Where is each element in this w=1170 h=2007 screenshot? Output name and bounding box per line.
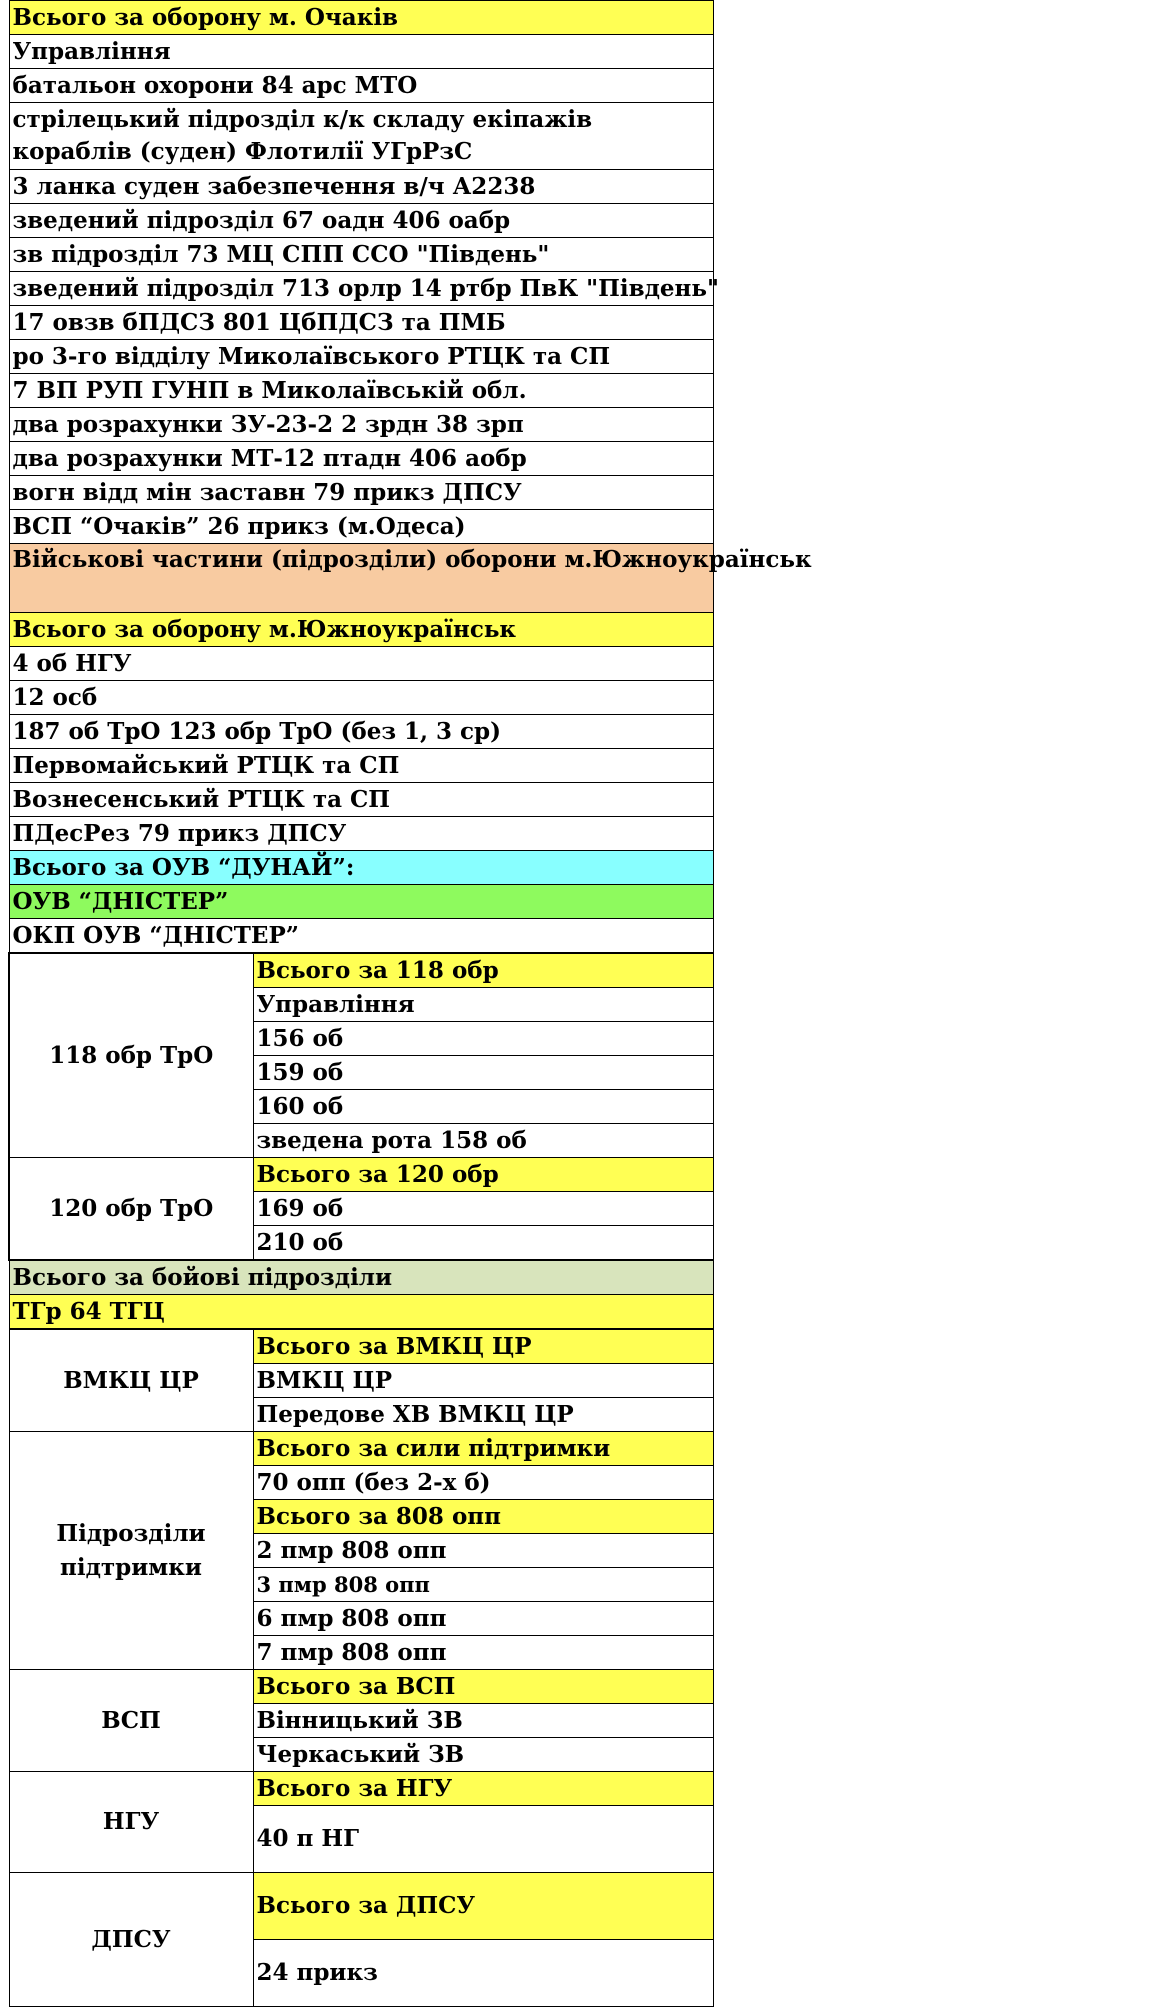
table-cell[interactable]: 2 пмр 808 опп: [253, 1534, 713, 1568]
table-cell[interactable]: вогн відд мін заставн 79 прикз ДПСУ: [9, 476, 713, 510]
table-row: [9, 272, 713, 306]
table-row: [9, 1873, 713, 1940]
table-row: [9, 919, 713, 954]
table-cell[interactable]: два розрахунки МТ-12 птадн 406 аобр: [9, 442, 713, 476]
table-row: [9, 885, 713, 919]
table-cell[interactable]: 70 опп (без 2-х б): [253, 1466, 713, 1500]
table-cell[interactable]: 210 об: [253, 1226, 713, 1261]
table-cell[interactable]: два розрахунки ЗУ-23-2 2 зрдн 38 зрп: [9, 408, 713, 442]
table-cell[interactable]: 156 об: [253, 1022, 713, 1056]
table-row: [9, 238, 713, 272]
table-row: [9, 306, 713, 340]
table-row: [9, 35, 713, 69]
table-cell[interactable]: Управління: [253, 988, 713, 1022]
table-cell[interactable]: 3 пмр 808 опп: [253, 1568, 713, 1602]
table-row: [9, 817, 713, 851]
table-row: [9, 1158, 713, 1192]
table-cell[interactable]: зв підрозділ 73 МЦ СПП ССО "Південь": [9, 238, 713, 272]
table-row: [9, 953, 713, 988]
table-cell[interactable]: 17 овзв бПДСЗ 801 ЦбПДСЗ та ПМБ: [9, 306, 713, 340]
table-cell[interactable]: 7 пмр 808 опп: [253, 1636, 713, 1670]
table-cell[interactable]: батальон охорони 84 арс МТО: [9, 69, 713, 103]
table-cell[interactable]: зведений підрозділ 67 оадн 406 оабр: [9, 204, 713, 238]
table-cell[interactable]: ОУВ “ДНІСТЕР”: [9, 885, 713, 919]
table-row: [9, 851, 713, 885]
table-cell[interactable]: 169 об: [253, 1192, 713, 1226]
table-cell[interactable]: 6 пмр 808 опп: [253, 1602, 713, 1636]
table-cell[interactable]: 24 прикз: [253, 1940, 713, 2007]
group-label-cell[interactable]: 120 обр ТрО: [9, 1158, 253, 1261]
spreadsheet-table: [8, 0, 812, 2007]
table-row: [9, 510, 713, 544]
table-row: [9, 1, 713, 35]
table-row: [9, 1670, 713, 1704]
table-cell[interactable]: Первомайський РТЦК та СП: [9, 749, 713, 783]
table-row: [9, 681, 713, 715]
table-cell[interactable]: Всього за ДПСУ: [253, 1873, 713, 1940]
table-row: [9, 476, 713, 510]
group-label-cell[interactable]: ДПСУ: [9, 1873, 253, 2007]
table-cell[interactable]: Управління: [9, 35, 713, 69]
table-row: [9, 69, 713, 103]
table-row: [9, 647, 713, 681]
group-label-cell[interactable]: ВМКЦ ЦР: [9, 1329, 253, 1432]
table-row: [9, 442, 713, 476]
group-label-cell[interactable]: ВСП: [9, 1670, 253, 1772]
table-row: [9, 1772, 713, 1806]
table-cell[interactable]: Вознесенський РТЦК та СП: [9, 783, 713, 817]
table-row: [9, 1295, 713, 1330]
table-row: [9, 170, 713, 204]
table-row: [9, 408, 713, 442]
table-row: [9, 613, 713, 647]
table-row: [9, 204, 713, 238]
table-cell[interactable]: Всього за 118 обр: [253, 953, 713, 988]
table-cell[interactable]: Всього за 808 опп: [253, 1500, 713, 1534]
table-cell[interactable]: Всього за 120 обр: [253, 1158, 713, 1192]
table-cell[interactable]: 7 ВП РУП ГУНП в Миколаївській обл.: [9, 374, 713, 408]
table-row: [9, 783, 713, 817]
table-row: [9, 374, 713, 408]
table-row: [9, 544, 713, 613]
table-row: [9, 340, 713, 374]
group-label-cell[interactable]: НГУ: [9, 1772, 253, 1873]
table-cell[interactable]: ро 3-го відділу Миколаївського РТЦК та СП: [9, 340, 713, 374]
group-label-cell[interactable]: 118 обр ТрО: [9, 953, 253, 1158]
table-cell[interactable]: 160 об: [253, 1090, 713, 1124]
table-cell[interactable]: Всього за ОУВ “ДУНАЙ”:: [9, 851, 713, 885]
table-cell[interactable]: Всього за ВМКЦ ЦР: [253, 1329, 713, 1364]
table-cell[interactable]: 12 осб: [9, 681, 713, 715]
table-cell[interactable]: Військові частини (підрозділи) оборони м.Южноукраїнськ: [9, 544, 713, 613]
table-cell[interactable]: Всього за сили підтримки: [253, 1432, 713, 1466]
table-row: [9, 715, 713, 749]
table-row: [9, 1329, 713, 1364]
table-cell[interactable]: 4 об НГУ: [9, 647, 713, 681]
table-cell[interactable]: Черкаський ЗВ: [253, 1738, 713, 1772]
table-row: [9, 749, 713, 783]
table-cell[interactable]: ПДесРез 79 прикз ДПСУ: [9, 817, 713, 851]
table-cell[interactable]: ОКП ОУВ “ДНІСТЕР”: [9, 919, 713, 954]
table-cell[interactable]: 187 об ТрО 123 обр ТрО (без 1, 3 ср): [9, 715, 713, 749]
table-cell[interactable]: стрілецький підрозділ к/к складу екіпажів кораблів (суден) Флотилії УГрРзС: [9, 103, 713, 170]
table-cell[interactable]: ВМКЦ ЦР: [253, 1364, 713, 1398]
table-cell[interactable]: 159 об: [253, 1056, 713, 1090]
table-row: [9, 1432, 713, 1466]
group-label-cell[interactable]: Підрозділи підтримки: [9, 1432, 253, 1670]
table-cell[interactable]: Всього за НГУ: [253, 1772, 713, 1806]
table-cell[interactable]: Вінницький ЗВ: [253, 1704, 713, 1738]
table-cell[interactable]: зведений підрозділ 713 орлр 14 ртбр ПвК "Південь": [9, 272, 713, 306]
table-cell[interactable]: ТГр 64 ТГЦ: [9, 1295, 713, 1330]
table-cell[interactable]: Всього за оборону м.Южноукраїнськ: [9, 613, 713, 647]
table-cell[interactable]: Передове ХВ ВМКЦ ЦР: [253, 1398, 713, 1432]
table-cell[interactable]: 40 п НГ: [253, 1806, 713, 1873]
table-cell[interactable]: Всього за оборону м. Очаків: [9, 1, 713, 35]
table-cell[interactable]: 3 ланка суден забезпечення в/ч А2238: [9, 170, 713, 204]
table-cell[interactable]: Всього за бойові підрозділи: [9, 1260, 713, 1295]
spreadsheet-body: [9, 1, 812, 2007]
table-row: [9, 103, 713, 170]
table-cell[interactable]: ВСП “Очаків” 26 прикз (м.Одеса): [9, 510, 713, 544]
table-cell[interactable]: Всього за ВСП: [253, 1670, 713, 1704]
table-row: [9, 1260, 713, 1295]
table-cell[interactable]: зведена рота 158 об: [253, 1124, 713, 1158]
